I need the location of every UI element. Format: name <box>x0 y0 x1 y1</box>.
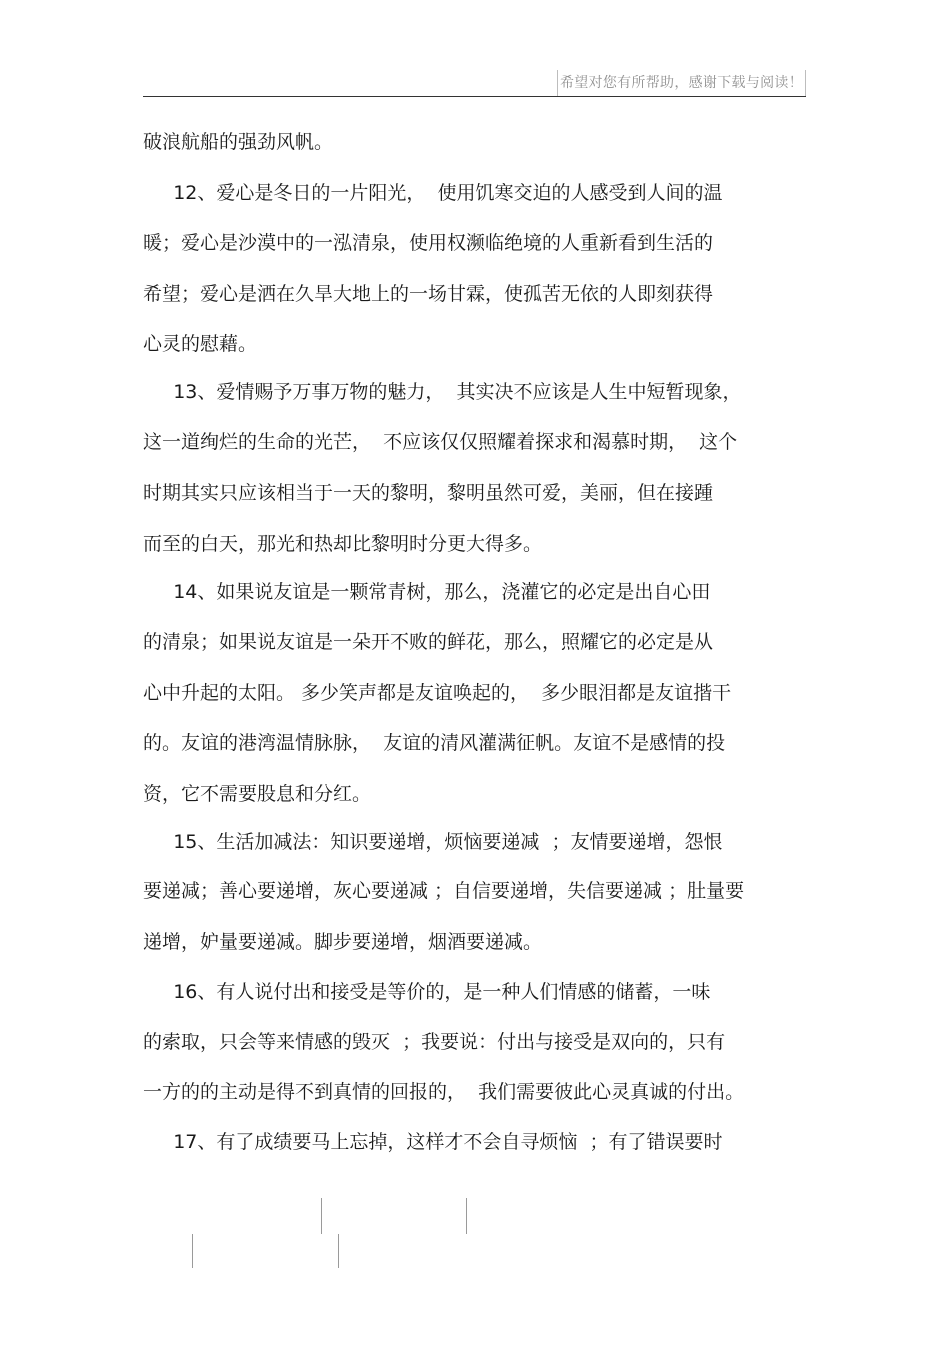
text-line: 心中升起的太阳。 多少笑声都是友谊唤起的， 多少眼泪都是友谊揩干 <box>143 682 732 704</box>
text-line: 希望；爱心是洒在久旱大地上的一场甘霖，使孤苦无依的人即刻获得 <box>143 283 714 305</box>
text-line: 心灵的慰藉。 <box>143 333 258 355</box>
text-line: 破浪航船的强劲风帆。 <box>143 131 334 153</box>
text-line: 一方的的主动是得不到真情的回报的， 我们需要彼此心灵真诚的付出。 <box>143 1081 745 1103</box>
text-line: 17、有了成绩要马上忘掉，这样才不会自寻烦恼 ；有了错误要时 <box>143 1131 723 1153</box>
text-line: 暖；爱心是沙漠中的一泓清泉，使用权濒临绝境的人重新看到生活的 <box>143 232 714 254</box>
text-line: 15、生活加减法：知识要递增，烦恼要递减 ；友情要递增，怨恨 <box>143 831 723 853</box>
scan-artifact-line <box>338 1234 339 1268</box>
text-line: 时期其实只应该相当于一天的黎明，黎明虽然可爱，美丽，但在接踵 <box>143 482 714 504</box>
scan-artifact-line <box>321 1198 322 1234</box>
text-line: 而至的白天，那光和热却比黎明时分更大得多。 <box>143 533 543 555</box>
scan-artifact-line <box>466 1198 467 1234</box>
text-line: 13、爱情赐予万事万物的魅力， 其实决不应该是人生中短暂现象， <box>143 381 742 403</box>
text-line: 资，它不需要股息和分红。 <box>143 783 372 805</box>
text-line: 的索取，只会等来情感的毁灭 ；我要说：付出与接受是双向的，只有 <box>143 1031 726 1053</box>
text-line: 的清泉；如果说友谊是一朵开不败的鲜花，那么，照耀它的必定是从 <box>143 631 714 653</box>
text-line: 12、爱心是冬日的一片阳光， 使用饥寒交迫的人感受到人间的温 <box>143 182 723 204</box>
text-line: 16、有人说付出和接受是等价的，是一种人们情感的储蓄，一味 <box>143 981 711 1003</box>
text-line: 要递减；善心要递增，灰心要递减 ；自信要递增，失信要递减 ；肚量要 <box>143 880 745 902</box>
text-line: 的。友谊的港湾温情脉脉， 友谊的清风灌满征帆。友谊不是感情的投 <box>143 732 726 754</box>
text-line: 递增，妒量要递减。脚步要递增，烟酒要递减。 <box>143 931 543 953</box>
text-line: 14、如果说友谊是一颗常青树，那么，浇灌它的必定是出自心田 <box>143 581 711 603</box>
header-rule <box>143 96 806 97</box>
text-line: 这一道绚烂的生命的光芒， 不应该仅仅照耀着探求和渴慕时期， 这个 <box>143 431 738 453</box>
header-note: 希望对您有所帮助，感谢下载与阅读！ <box>557 70 806 97</box>
scan-artifact-line <box>192 1234 193 1268</box>
